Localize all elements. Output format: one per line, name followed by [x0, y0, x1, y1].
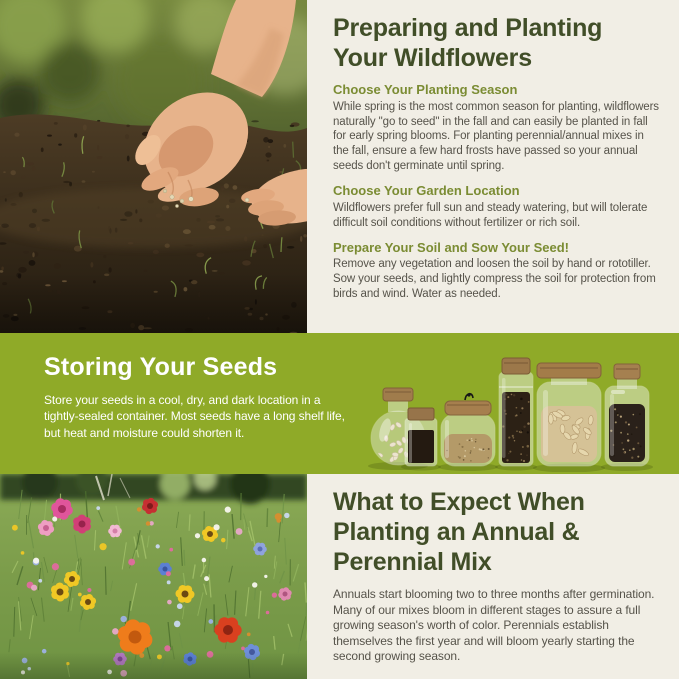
jar-tall-dark-seeds — [499, 358, 533, 466]
jar-sunflower-seeds — [605, 364, 649, 466]
meadow-illustration — [0, 474, 307, 679]
subheading-prepare-soil: Prepare Your Soil and Sow Your Seed! — [333, 239, 569, 255]
storing-body: Store your seeds in a cool, dry, and dark location in a tightly-sealed container. Most seeds have a long shelf life, but heat and moisture could shorten it. — [44, 392, 345, 441]
storing-title: Storing Your Seeds — [44, 353, 278, 381]
subheading-planting-season: Choose Your Planting Season — [333, 82, 518, 97]
jar-dark-small — [405, 408, 437, 466]
body-planting-season: While spring is the most common season for planting, wildflowers naturally "go to seed" in the fall and can easily be planted in fall for early spring blooms. For planting perennial/annual mixes in the fall, ensure a few hard frosts have passed so your annual seeds don't germinate until spring. — [333, 100, 659, 173]
planting-photo — [0, 0, 307, 333]
expect-title: What to Expect When Planting an Annual & Perennial Mix — [333, 488, 585, 576]
expect-section — [307, 474, 679, 679]
jar-tan-seeds — [441, 393, 495, 466]
subheading-garden-location: Choose Your Garden Location — [333, 183, 520, 199]
storing-copy — [44, 354, 346, 442]
body-garden-location: Wildflowers prefer full sun and steady watering, but will tolerate difficult soil conditions without fertilizer or rich soil. — [333, 201, 648, 229]
meadow-photo — [0, 474, 307, 679]
planting-photo-illustration — [0, 0, 307, 333]
jar-pumpkin-seeds — [537, 363, 601, 466]
expect-body: Annuals start blooming two to three months after germination. Many of our mixes bloom in different stages to assure a full growing season's worth of color. Perennials establish themselves the first year and will bloom yearly starting the second growing season. — [333, 587, 655, 664]
preparing-section — [307, 0, 679, 333]
seed-jars-illustration — [365, 348, 667, 472]
preparing-title: Preparing and Planting Your Wildflowers — [333, 14, 603, 72]
storing-banner — [0, 333, 679, 474]
body-prepare-soil: Remove any vegetation and loosen the soil by hand or rototiller. Sow your seeds, and lightly compress the soil for protection from birds and wind. Water as needed. — [333, 258, 656, 301]
seed-jars-photo — [365, 348, 667, 472]
